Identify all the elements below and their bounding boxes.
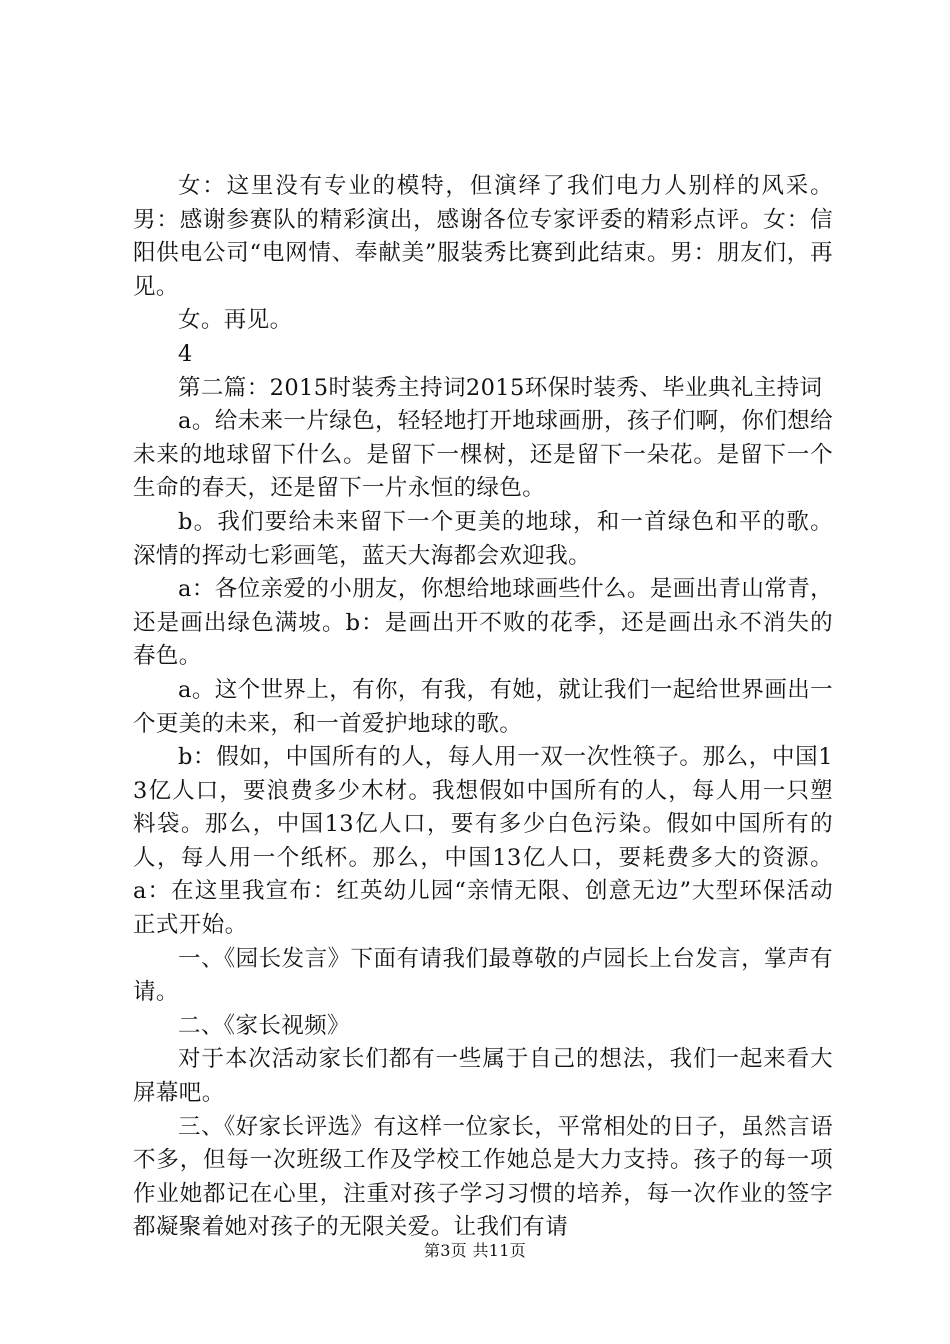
paragraph-closing-remarks: 女：这里没有专业的模特，但演绎了我们电力人别样的风采。男：感谢参赛队的精彩演出，感谢各位专家评委的精彩点评。女：信阳供电公司“电网情、奉献美”服装秀比赛到此结束。男：朋友们，再见。 [133, 173, 833, 300]
document-body [133, 170, 833, 1245]
section-heading: 第二篇：2015时装秀主持词2015环保时装秀、毕业典礼主持词 [178, 374, 823, 401]
paragraph-good-parent: 三、《好家长评选》有这样一位家长，平常相处的日子，虽然言语不多，但每一次班级工作及学校工作她总是大力支持。孩子的每一项作业她都记在心里，注重对孩子学习习惯的培养，每一次作业的签字都凝聚着她对孩子的无限关爱。让我们有请 [133, 1113, 833, 1241]
paragraph-b-resources: b：假如，中国所有的人，每人用一双一次性筷子。那么，中国13亿人口，要浪费多少木材。我想假如中国所有的人，每人用一只塑料袋。那么，中国13亿人口，要有多少白色污染。假如中国所有的人，每人用一个纸杯。那么，中国13亿人口，要耗费多大的资源。a：在这里我宣布：红英幼儿园“亲情无限、创意无边”大型环保活动正式开始。 [133, 744, 833, 939]
paragraph-parent-video-heading: 二、《家长视频》 [178, 1012, 350, 1039]
paragraph-a-this-world: a。这个世界上，有你，有我，有她，就让我们一起给世界画出一个更美的未来，和一首爱护地球的歌。 [133, 676, 834, 737]
paragraph-number: 4 [178, 340, 193, 367]
page-footer: 第3页 共11页 [423, 1241, 527, 1260]
paragraph-b-better-earth: b。我们要给未来留下一个更美的地球，和一首绿色和平的歌。深情的挥动七彩画笔，蓝天大海都会欢迎我。 [133, 508, 833, 569]
paragraph-goodbye: 女。再见。 [178, 307, 293, 334]
paragraph-a-draw-earth: a：各位亲爱的小朋友，你想给地球画些什么。是画出青山常青，还是画出绿色满坡。b：是画出开不败的花季，还是画出永不消失的春色。 [133, 576, 834, 670]
paragraph-parent-video: 对于本次活动家长们都有一些属于自己的想法，我们一起来看大屏幕吧。 [133, 1046, 833, 1107]
paragraph-a-green-future: a。给未来一片绿色，轻轻地打开地球画册，孩子们啊，你们想给未来的地球留下什么。是留下一棵树，还是留下一朵花。是留下一个生命的春天，还是留下一片永恒的绿色。 [133, 408, 834, 502]
paragraph-principal-speech: 一、《园长发言》下面有请我们最尊敬的卢园长上台发言，掌声有请。 [133, 945, 833, 1006]
